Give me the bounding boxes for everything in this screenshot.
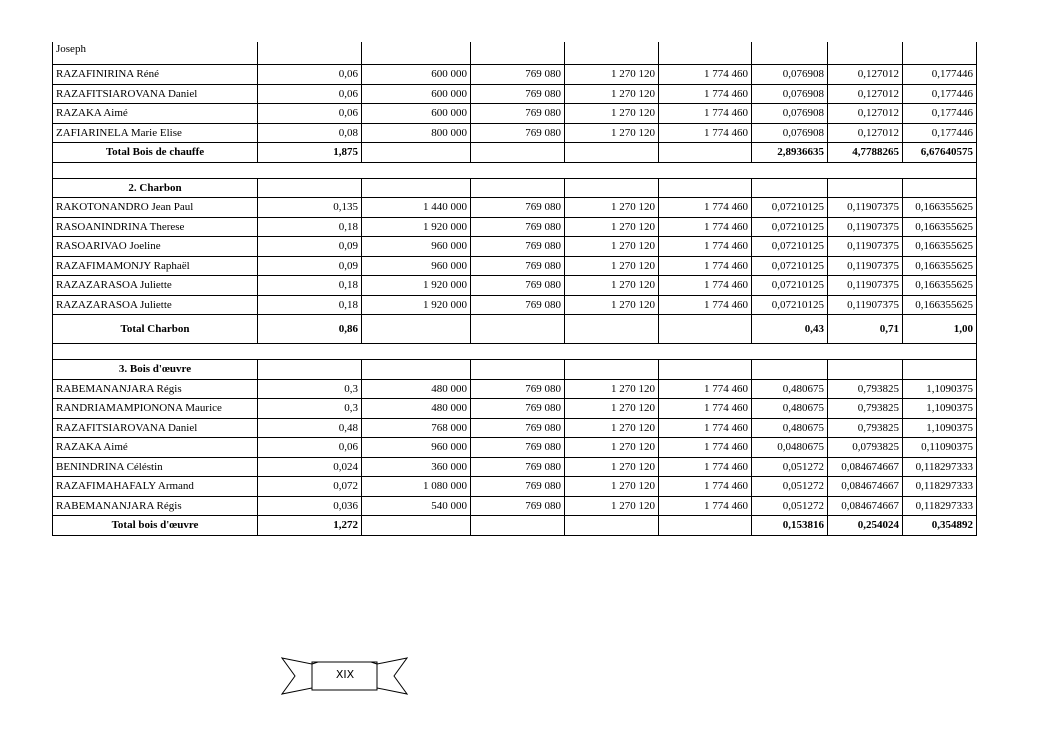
- row-value: 0,06: [258, 104, 362, 124]
- total-value: [471, 516, 565, 536]
- row-name: RASOARIVAO Joeline: [53, 237, 258, 257]
- row-value: 1 080 000: [362, 477, 471, 497]
- empty-cell: [903, 360, 977, 380]
- separator-cell: [53, 344, 977, 360]
- row-value: 1,1090375: [903, 399, 977, 419]
- row-value: 1 270 120: [565, 198, 659, 218]
- row-value: 769 080: [471, 84, 565, 104]
- row-value: 0,084674667: [828, 477, 903, 497]
- empty-cell: [471, 42, 565, 65]
- row-value: 769 080: [471, 477, 565, 497]
- row-name: RAZAFITSIAROVANA Daniel: [53, 84, 258, 104]
- table-row: [53, 217, 977, 237]
- row-value: 1 270 120: [565, 276, 659, 296]
- empty-cell: [752, 360, 828, 380]
- table-body: [53, 42, 977, 535]
- row-value: 1 920 000: [362, 276, 471, 296]
- row-value: 0,135: [258, 198, 362, 218]
- row-value: 1 774 460: [659, 438, 752, 458]
- row-value: 480 000: [362, 379, 471, 399]
- row-name: RABEMANANJARA Régis: [53, 496, 258, 516]
- total-row: [53, 315, 977, 344]
- row-value: 0,09: [258, 237, 362, 257]
- row-value: 769 080: [471, 65, 565, 85]
- row-value: 0,177446: [903, 104, 977, 124]
- row-value: 1 774 460: [659, 457, 752, 477]
- total-value: 1,875: [258, 143, 362, 163]
- row-name: Joseph: [53, 42, 258, 65]
- section-header-row: [53, 360, 977, 380]
- row-value: 0,036: [258, 496, 362, 516]
- table-row: [53, 295, 977, 315]
- table-row: [53, 418, 977, 438]
- total-value: 1,272: [258, 516, 362, 536]
- row-value: 960 000: [362, 438, 471, 458]
- row-value: 480 000: [362, 399, 471, 419]
- row-name: RABEMANANJARA Régis: [53, 379, 258, 399]
- table-row: [53, 496, 977, 516]
- row-value: 0,09: [258, 256, 362, 276]
- total-value: [659, 143, 752, 163]
- row-value: 0,084674667: [828, 457, 903, 477]
- row-value: 0,127012: [828, 104, 903, 124]
- separator-cell: [53, 162, 977, 178]
- empty-cell: [565, 360, 659, 380]
- row-value: 0,3: [258, 379, 362, 399]
- row-value: 960 000: [362, 256, 471, 276]
- empty-cell: [471, 360, 565, 380]
- row-value: 0,480675: [752, 418, 828, 438]
- total-value: 0,86: [258, 315, 362, 344]
- empty-cell: [659, 42, 752, 65]
- empty-cell: [258, 178, 362, 198]
- row-value: 0,177446: [903, 84, 977, 104]
- row-value: 1 774 460: [659, 84, 752, 104]
- row-value: 1 774 460: [659, 237, 752, 257]
- row-name: RAZAKA Aimé: [53, 104, 258, 124]
- row-value: 800 000: [362, 123, 471, 143]
- row-value: 1 270 120: [565, 379, 659, 399]
- row-name: RAZAFIMAMONJY Raphaël: [53, 256, 258, 276]
- table-row: [53, 123, 977, 143]
- row-value: 960 000: [362, 237, 471, 257]
- row-value: 0,177446: [903, 65, 977, 85]
- row-value: 769 080: [471, 276, 565, 296]
- section-title: 3. Bois d'œuvre: [53, 360, 258, 380]
- total-value: 0,71: [828, 315, 903, 344]
- row-value: 1 270 120: [565, 457, 659, 477]
- row-name: RAZAFITSIAROVANA Daniel: [53, 418, 258, 438]
- row-value: 0,127012: [828, 123, 903, 143]
- row-value: 769 080: [471, 496, 565, 516]
- row-value: 0,18: [258, 295, 362, 315]
- total-row: [53, 143, 977, 163]
- row-value: 769 080: [471, 295, 565, 315]
- total-value: [362, 143, 471, 163]
- row-value: 1 270 120: [565, 399, 659, 419]
- table-row: [53, 198, 977, 218]
- row-name: BENINDRINA Céléstin: [53, 457, 258, 477]
- total-value: 0,254024: [828, 516, 903, 536]
- row-value: 0,076908: [752, 84, 828, 104]
- row-value: 769 080: [471, 399, 565, 419]
- row-value: 0,084674667: [828, 496, 903, 516]
- total-value: [471, 315, 565, 344]
- row-value: 769 080: [471, 418, 565, 438]
- empty-cell: [659, 178, 752, 198]
- row-value: 0,118297333: [903, 457, 977, 477]
- empty-cell: [828, 360, 903, 380]
- empty-cell: [903, 42, 977, 65]
- row-value: 769 080: [471, 104, 565, 124]
- row-value: 0,11090375: [903, 438, 977, 458]
- empty-cell: [659, 360, 752, 380]
- row-value: 0,06: [258, 65, 362, 85]
- row-value: 0,127012: [828, 84, 903, 104]
- row-value: 0,051272: [752, 457, 828, 477]
- total-label: Total Charbon: [53, 315, 258, 344]
- total-value: [471, 143, 565, 163]
- row-name: RAZAKA Aimé: [53, 438, 258, 458]
- row-value: 0,06: [258, 438, 362, 458]
- row-value: 0,07210125: [752, 276, 828, 296]
- row-value: 0,11907375: [828, 237, 903, 257]
- table-row: [53, 104, 977, 124]
- row-name: RAZAZARASOA Juliette: [53, 276, 258, 296]
- total-value: [565, 315, 659, 344]
- row-value: 1 270 120: [565, 295, 659, 315]
- row-value: 0,11907375: [828, 256, 903, 276]
- row-value: 1 774 460: [659, 477, 752, 497]
- total-value: [659, 315, 752, 344]
- row-value: 0,118297333: [903, 477, 977, 497]
- row-value: 0,118297333: [903, 496, 977, 516]
- empty-cell: [258, 360, 362, 380]
- row-value: 1 920 000: [362, 217, 471, 237]
- empty-cell: [471, 178, 565, 198]
- row-value: 0,07210125: [752, 256, 828, 276]
- total-value: 0,153816: [752, 516, 828, 536]
- row-value: 1 774 460: [659, 104, 752, 124]
- page-number: XIX: [335, 668, 355, 681]
- row-name: RASOANINDRINA Therese: [53, 217, 258, 237]
- row-value: 1 774 460: [659, 123, 752, 143]
- table-row: [53, 477, 977, 497]
- total-value: [362, 315, 471, 344]
- table-row: [53, 379, 977, 399]
- row-value: 600 000: [362, 65, 471, 85]
- data-table: [52, 42, 977, 536]
- total-value: 1,00: [903, 315, 977, 344]
- empty-cell: [828, 178, 903, 198]
- row-value: 0,480675: [752, 379, 828, 399]
- row-value: 0,0793825: [828, 438, 903, 458]
- row-name: RAZAFINIRINA Réné: [53, 65, 258, 85]
- row-value: 0,11907375: [828, 295, 903, 315]
- row-value: 0,076908: [752, 65, 828, 85]
- empty-cell: [752, 178, 828, 198]
- table-row: [53, 237, 977, 257]
- row-value: 1 270 120: [565, 477, 659, 497]
- row-value: 769 080: [471, 198, 565, 218]
- row-value: 1 270 120: [565, 256, 659, 276]
- row-value: 0,051272: [752, 477, 828, 497]
- total-value: [565, 516, 659, 536]
- page-number-banner: [281, 657, 408, 695]
- row-value: 0,07210125: [752, 217, 828, 237]
- total-row: [53, 516, 977, 536]
- total-label: Total Bois de chauffe: [53, 143, 258, 163]
- table-row: [53, 256, 977, 276]
- row-value: 0,051272: [752, 496, 828, 516]
- row-value: 0,076908: [752, 104, 828, 124]
- table-row: [53, 438, 977, 458]
- row-value: 1 270 120: [565, 418, 659, 438]
- row-value: 1 774 460: [659, 399, 752, 419]
- row-value: 0,793825: [828, 399, 903, 419]
- empty-cell: [565, 42, 659, 65]
- row-value: 769 080: [471, 217, 565, 237]
- total-value: [659, 516, 752, 536]
- row-value: 1 270 120: [565, 84, 659, 104]
- row-value: 1 774 460: [659, 496, 752, 516]
- row-value: 1 440 000: [362, 198, 471, 218]
- empty-cell: [752, 42, 828, 65]
- table-row: [53, 42, 977, 65]
- row-value: 600 000: [362, 104, 471, 124]
- row-name: ZAFIARINELA Marie Elise: [53, 123, 258, 143]
- row-name: RAZAFIMAHAFALY Armand: [53, 477, 258, 497]
- row-value: 1 270 120: [565, 496, 659, 516]
- row-value: 1 774 460: [659, 379, 752, 399]
- row-value: 0,166355625: [903, 295, 977, 315]
- table-row: [53, 276, 977, 296]
- row-value: 0,18: [258, 276, 362, 296]
- row-value: 600 000: [362, 84, 471, 104]
- table-row: [53, 84, 977, 104]
- row-value: 1 270 120: [565, 65, 659, 85]
- row-value: 1 270 120: [565, 104, 659, 124]
- row-value: 1 774 460: [659, 418, 752, 438]
- row-value: 0,3: [258, 399, 362, 419]
- row-name: RAZAZARASOA Juliette: [53, 295, 258, 315]
- table-row: [53, 399, 977, 419]
- total-value: 0,43: [752, 315, 828, 344]
- row-value: 540 000: [362, 496, 471, 516]
- row-value: 0,166355625: [903, 256, 977, 276]
- row-value: 0,07210125: [752, 198, 828, 218]
- row-value: 360 000: [362, 457, 471, 477]
- row-value: 0,07210125: [752, 237, 828, 257]
- row-value: 0,48: [258, 418, 362, 438]
- row-value: 0,166355625: [903, 276, 977, 296]
- row-name: RANDRIAMAMPIONONA Maurice: [53, 399, 258, 419]
- row-value: 1 774 460: [659, 295, 752, 315]
- separator-row: [53, 344, 977, 360]
- row-value: 0,18: [258, 217, 362, 237]
- row-value: 1 270 120: [565, 217, 659, 237]
- row-value: 1,1090375: [903, 379, 977, 399]
- row-value: 0,166355625: [903, 237, 977, 257]
- row-value: 1 774 460: [659, 217, 752, 237]
- row-value: 1 774 460: [659, 65, 752, 85]
- row-value: 0,11907375: [828, 198, 903, 218]
- empty-cell: [565, 178, 659, 198]
- row-value: 1 270 120: [565, 237, 659, 257]
- section-title: 2. Charbon: [53, 178, 258, 198]
- row-value: 0,0480675: [752, 438, 828, 458]
- row-value: 0,11907375: [828, 217, 903, 237]
- empty-cell: [903, 178, 977, 198]
- table-row: [53, 65, 977, 85]
- row-value: 0,06: [258, 84, 362, 104]
- table-row: [53, 457, 977, 477]
- row-value: 769 080: [471, 123, 565, 143]
- total-value: 4,7788265: [828, 143, 903, 163]
- row-value: 769 080: [471, 256, 565, 276]
- empty-cell: [362, 178, 471, 198]
- row-value: 0,076908: [752, 123, 828, 143]
- row-value: 1 774 460: [659, 256, 752, 276]
- row-value: 1,1090375: [903, 418, 977, 438]
- empty-cell: [362, 42, 471, 65]
- row-value: 0,793825: [828, 418, 903, 438]
- row-value: 1 270 120: [565, 123, 659, 143]
- empty-cell: [362, 360, 471, 380]
- row-value: 0,166355625: [903, 198, 977, 218]
- row-value: 769 080: [471, 438, 565, 458]
- empty-cell: [828, 42, 903, 65]
- empty-cell: [258, 42, 362, 65]
- row-value: 0,166355625: [903, 217, 977, 237]
- row-value: 0,024: [258, 457, 362, 477]
- separator-row: [53, 162, 977, 178]
- row-value: 0,480675: [752, 399, 828, 419]
- section-header-row: [53, 178, 977, 198]
- row-name: RAKOTONANDRO Jean Paul: [53, 198, 258, 218]
- total-value: [362, 516, 471, 536]
- row-value: 0,08: [258, 123, 362, 143]
- row-value: 0,127012: [828, 65, 903, 85]
- row-value: 769 080: [471, 379, 565, 399]
- total-label: Total bois d'œuvre: [53, 516, 258, 536]
- total-value: [565, 143, 659, 163]
- total-value: 6,67640575: [903, 143, 977, 163]
- row-value: 1 270 120: [565, 438, 659, 458]
- total-value: 0,354892: [903, 516, 977, 536]
- total-value: 2,8936635: [752, 143, 828, 163]
- row-value: 1 774 460: [659, 198, 752, 218]
- row-value: 0,177446: [903, 123, 977, 143]
- row-value: 768 000: [362, 418, 471, 438]
- row-value: 0,07210125: [752, 295, 828, 315]
- row-value: 769 080: [471, 237, 565, 257]
- row-value: 1 774 460: [659, 276, 752, 296]
- row-value: 1 920 000: [362, 295, 471, 315]
- row-value: 0,793825: [828, 379, 903, 399]
- row-value: 0,11907375: [828, 276, 903, 296]
- row-value: 769 080: [471, 457, 565, 477]
- row-value: 0,072: [258, 477, 362, 497]
